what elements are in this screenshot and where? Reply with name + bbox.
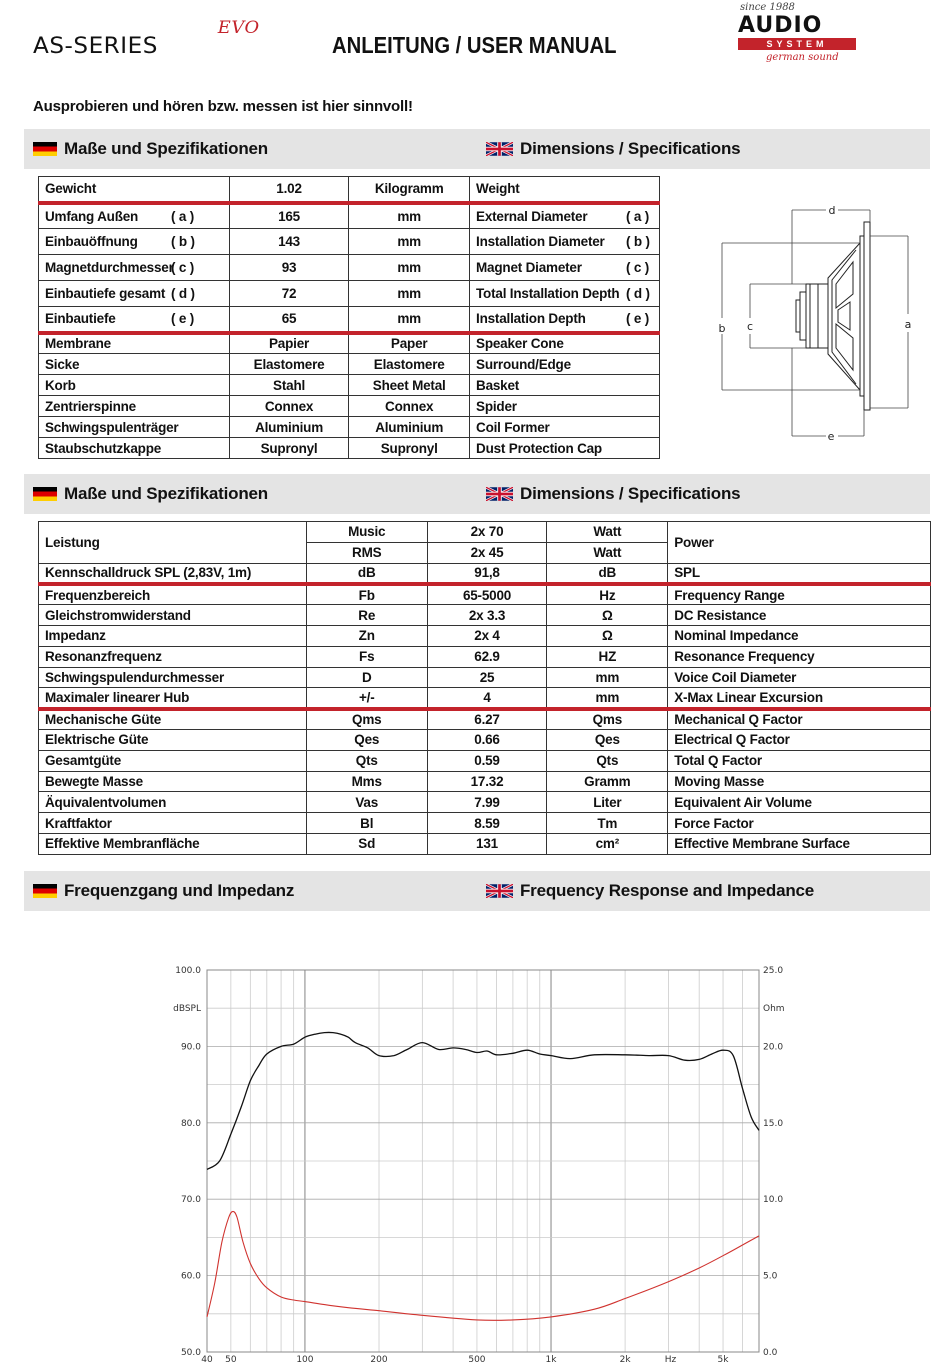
diagram-label-c: c	[746, 320, 754, 333]
y-tick-label: 80.0	[180, 1118, 201, 1129]
x-tick-label: 500	[468, 1355, 486, 1365]
german-flag-icon	[33, 487, 57, 501]
table-row: Elektrische Güte Qes 0.66 Qes Electrical Q Factor	[39, 729, 931, 750]
section-title-en: Frequency Response and Impedance	[520, 881, 815, 900]
y2-tick-label: 10.0	[763, 1195, 784, 1206]
x-axis-label: Hz	[664, 1355, 677, 1365]
impedance-curve	[207, 1211, 759, 1320]
table-row: Gewicht 1.02 Kilogramm Weight	[39, 177, 660, 203]
table-row: Sicke Elastomere Elastomere Surround/Edge	[39, 354, 660, 375]
table-row: Korb Stahl Sheet Metal Basket	[39, 375, 660, 396]
brand-logo	[736, 2, 860, 74]
uk-flag-icon	[486, 884, 513, 898]
table-row: Frequenzbereich Fb 65-5000 Hz Frequency Range	[39, 584, 931, 605]
table-row: Umfang Außen ( a ) 165 mm External Diameter ( a )	[39, 203, 660, 229]
series-logo	[33, 18, 260, 59]
parameters-table	[38, 521, 931, 855]
diagram-label-a: a	[904, 318, 912, 331]
x-tick-label: 2k	[619, 1355, 631, 1365]
intro-text: Ausprobieren und hören bzw. messen ist hier sinnvoll!	[33, 98, 413, 115]
table-row: Resonanzfrequenz Fs 62.9 HZ Resonance Frequency	[39, 646, 931, 667]
table-row: Membrane Papier Paper Speaker Cone	[39, 333, 660, 354]
x-tick-label: 50	[225, 1355, 237, 1365]
brand-name: AUDIO	[738, 13, 823, 38]
x-tick-label: 100	[296, 1355, 314, 1365]
series-name: AS-SERIES	[33, 34, 158, 59]
y-tick-label: 90.0	[180, 1042, 201, 1053]
frequency-response-chart	[150, 955, 800, 1367]
speaker-dimension-diagram	[710, 198, 928, 446]
brand-since: since 1988	[740, 2, 795, 13]
y2-axis-label: Ohm	[763, 1004, 785, 1015]
table-row: Impedanz Zn 2x 4 Ω Nominal Impedance	[39, 625, 931, 646]
table-row: Einbautiefe gesamt ( d ) 72 mm Total Installation Depth ( d )	[39, 281, 660, 307]
section-title-en: Dimensions / Specifications	[520, 139, 741, 158]
table-row: Mechanische Güte Qms 6.27 Qms Mechanical Q Factor	[39, 709, 931, 730]
section-title-en: Dimensions / Specifications	[520, 484, 741, 503]
table-row: Kennschalldruck SPL (2,83V, 1m) dB 91,8 dB SPL	[39, 563, 931, 584]
y2-tick-label: 0.0	[763, 1348, 778, 1358]
dimensions-table	[38, 176, 660, 459]
table-row: Maximaler linearer Hub +/- 4 mm X-Max Linear Excursion	[39, 688, 931, 709]
german-flag-icon	[33, 142, 57, 156]
section-title-de: Frequenzgang und Impedanz	[64, 881, 295, 900]
table-row: Schwingspulendurchmesser D 25 mm Voice Coil Diameter	[39, 667, 931, 688]
y-tick-label: 70.0	[180, 1195, 201, 1206]
diagram-label-b: b	[718, 322, 726, 335]
spl-response-curve	[207, 1032, 759, 1169]
table-row: Einbauöffnung ( b ) 143 mm Installation Diameter ( b )	[39, 229, 660, 255]
section-bar-specifications	[24, 474, 930, 514]
brand-tagline: german sound	[766, 52, 839, 63]
x-tick-label: 40	[201, 1355, 213, 1365]
table-row: Schwingspulenträger Aluminium Aluminium Coil Former	[39, 417, 660, 438]
diagram-label-d: d	[828, 204, 836, 217]
uk-flag-icon	[486, 487, 513, 501]
section-title-de: Maße und Spezifikationen	[64, 139, 268, 158]
table-row: Äquivalentvolumen Vas 7.99 Liter Equivalent Air Volume	[39, 792, 931, 813]
y2-tick-label: 5.0	[763, 1271, 778, 1282]
diagram-label-e: e	[827, 430, 835, 443]
table-row: Staubschutzkappe Supronyl Supronyl Dust Protection Cap	[39, 438, 660, 459]
y-tick-label: 50.0	[180, 1348, 201, 1358]
y2-tick-label: 20.0	[763, 1042, 784, 1053]
y2-tick-label: 25.0	[763, 966, 784, 976]
series-suffix: EVO	[217, 18, 260, 38]
table-row: Zentrierspinne Connex Connex Spider	[39, 396, 660, 417]
y2-tick-label: 15.0	[763, 1118, 784, 1129]
uk-flag-icon	[486, 142, 513, 156]
table-row: Bewegte Masse Mms 17.32 Gramm Moving Masse	[39, 771, 931, 792]
table-row: Einbautiefe ( e ) 65 mm Installation Depth ( e )	[39, 307, 660, 333]
german-flag-icon	[33, 884, 57, 898]
y-axis-label: dBSPL	[173, 1004, 201, 1015]
table-row: RMS 2x 45 Watt	[39, 542, 931, 563]
section-bar-frequency-response	[24, 871, 930, 911]
x-tick-label: 1k	[545, 1355, 557, 1365]
x-tick-label: 5k	[717, 1355, 729, 1365]
section-title-de: Maße und Spezifikationen	[64, 484, 268, 503]
table-row: Kraftfaktor Bl 8.59 Tm Force Factor	[39, 813, 931, 834]
x-tick-label: 200	[370, 1355, 388, 1365]
section-bar-dimensions	[24, 129, 930, 169]
y-tick-label: 60.0	[180, 1271, 201, 1282]
table-row: Magnetdurchmesser( c ) 93 mm Magnet Diameter ( c )	[39, 255, 660, 281]
y-tick-label: 100.0	[175, 966, 201, 976]
table-row: Gesamtgüte Qts 0.59 Qts Total Q Factor	[39, 750, 931, 771]
table-row: Gleichstromwiderstand Re 2x 3.3 Ω DC Resistance	[39, 605, 931, 626]
table-row: Leistung Music 2x 70 Watt Power	[39, 522, 931, 543]
table-row: Effektive Membranfläche Sd 131 cm² Effective Membrane Surface	[39, 833, 931, 854]
brand-sub: SYSTEM	[738, 38, 856, 50]
page-title: ANLEITUNG / USER MANUAL	[332, 32, 617, 58]
